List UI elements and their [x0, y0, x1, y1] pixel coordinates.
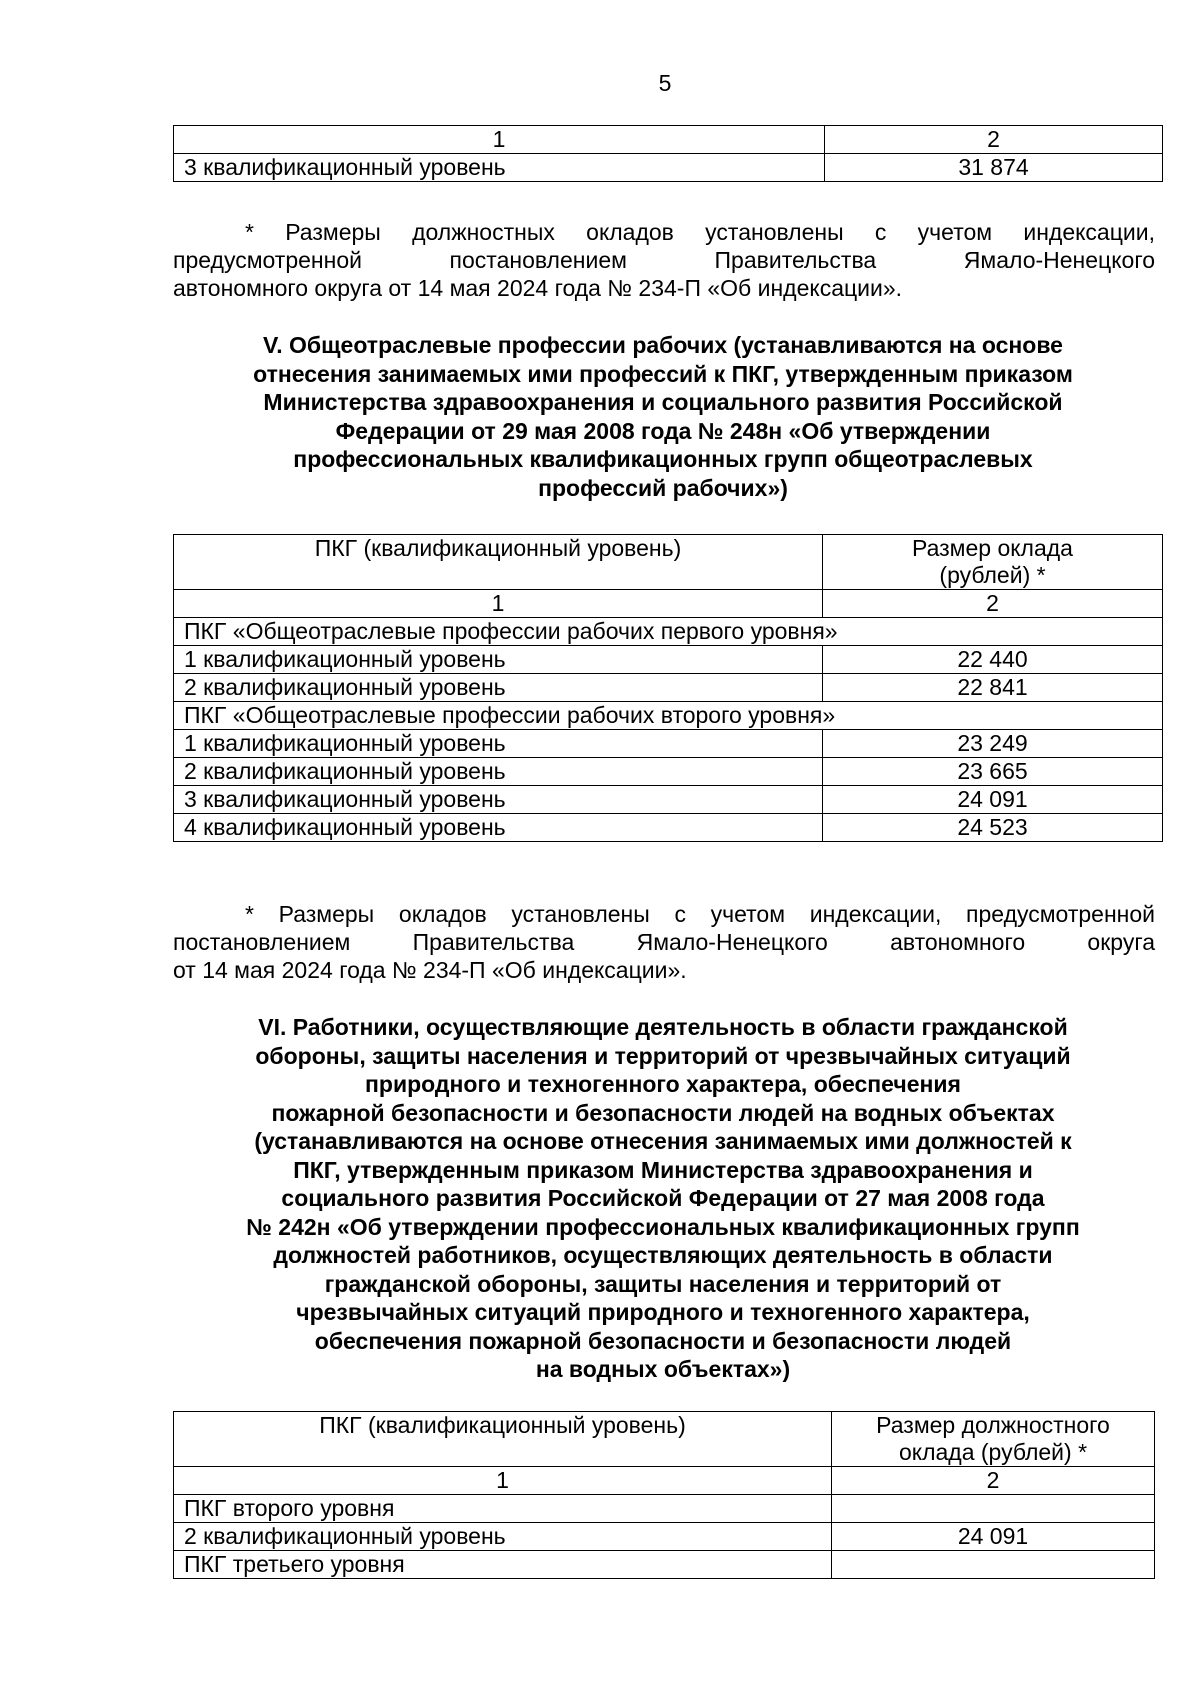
title-line: профессиональных квалификационных групп общеотраслевых: [293, 446, 1033, 472]
title-line: социального развития Российской Федерации от 27 мая 2008 года: [281, 1185, 1045, 1211]
page-number: 5: [658, 70, 672, 96]
value-cell: 31 874: [825, 154, 1163, 182]
group-label: ПКГ «Общеотраслевые профессии рабочих второго уровня»: [174, 702, 1163, 730]
section-6-title: [173, 1013, 1153, 1384]
level-cell: 1 квалификационный уровень: [174, 730, 823, 758]
table-header-row: [174, 1412, 1155, 1467]
table-row: [174, 646, 1163, 674]
level-cell: 4 квалификационный уровень: [174, 814, 823, 842]
title-line: № 242н «Об утверждении профессиональных квалификационных групп: [246, 1213, 1080, 1240]
table-row: [174, 730, 1163, 758]
col-header-salary-line: оклада (рублей) *: [898, 1439, 1088, 1465]
empty-cell: [832, 1551, 1155, 1579]
title-line: должностей работников, осуществляющих деятельность в области: [273, 1242, 1053, 1268]
footnote-line: постановлением Правительства Ямало-Ненецкого автономного округа: [173, 929, 1155, 955]
table-continuation: [173, 125, 1163, 182]
footnote-2: [173, 900, 1155, 984]
col-header-salary-line: (рублей) *: [939, 562, 1046, 588]
column-number-1: 1: [174, 1467, 832, 1495]
level-cell: 3 квалификационный уровень: [174, 154, 825, 182]
footnote-line: предусмотренной постановлением Правительства Ямало-Ненецкого: [173, 247, 1155, 273]
title-line: гражданской обороны, защиты населения и территорий от: [324, 1270, 1002, 1297]
level-cell: 3 квалификационный уровень: [174, 786, 823, 814]
group-row: [174, 1551, 1155, 1579]
column-number-2: 2: [825, 126, 1163, 154]
title-line: чрезвычайных ситуаций природного и техногенного характера,: [296, 1299, 1030, 1325]
col-header-salary: [823, 535, 1163, 590]
table-row: [174, 154, 1163, 182]
title-line: на водных объектах»): [535, 1356, 791, 1382]
level-cell: 2 квалификационный уровень: [174, 758, 823, 786]
value-cell: 22 440: [823, 646, 1163, 674]
column-number-2: 2: [823, 590, 1163, 618]
title-line: V. Общеотраслевые профессии рабочих (устанавливаются на основе: [263, 332, 1063, 358]
value-cell: 24 091: [832, 1523, 1155, 1551]
table-numbering-row: [174, 590, 1163, 618]
value-cell: 24 523: [823, 814, 1163, 842]
title-line: обороны, защиты населения и территорий от чрезвычайных ситуаций: [255, 1042, 1071, 1069]
group-row: [174, 618, 1163, 646]
value-cell: 23 249: [823, 730, 1163, 758]
title-line: пожарной безопасности и безопасности людей на водных объектах: [271, 1099, 1055, 1126]
table-row: [174, 674, 1163, 702]
empty-cell: [832, 1495, 1155, 1523]
col-header-salary-line: Размер должностного: [876, 1412, 1110, 1438]
group-label: ПКГ «Общеотраслевые профессии рабочих первого уровня»: [174, 618, 1163, 646]
table-row: [174, 786, 1163, 814]
col-header-salary-line: Размер оклада: [912, 535, 1073, 561]
title-line: Министерства здравоохранения и социального развития Российской: [263, 389, 1063, 415]
title-line: обеспечения пожарной безопасности и безопасности людей: [314, 1327, 1012, 1354]
title-line: Федерации от 29 мая 2008 года № 248н «Об утверждении: [335, 417, 991, 444]
footnote-1: [173, 218, 1155, 302]
title-line: ПКГ, утвержденным приказом Министерства здравоохранения и: [293, 1156, 1033, 1183]
section-6-table: [173, 1411, 1155, 1579]
footnote-line: от 14 мая 2024 года № 234-П «Об индексации».: [173, 957, 687, 983]
col-header-level: ПКГ (квалификационный уровень): [174, 535, 823, 590]
col-header-level: ПКГ (квалификационный уровень): [174, 1412, 832, 1467]
level-cell: 2 квалификационный уровень: [174, 1523, 832, 1551]
footnote-line: * Размеры должностных окладов установлены с учетом индексации,: [245, 219, 1155, 245]
table-row: [174, 1523, 1155, 1551]
group-row: [174, 1495, 1155, 1523]
footnote-line: автономного округа от 14 мая 2024 года № 234-П «Об индексации».: [173, 275, 903, 301]
level-cell: 2 квалификационный уровень: [174, 674, 823, 702]
column-number-1: 1: [174, 590, 823, 618]
table-header-row: [174, 535, 1163, 590]
value-cell: 22 841: [823, 674, 1163, 702]
group-label: ПКГ третьего уровня: [174, 1551, 832, 1579]
table-row: [174, 814, 1163, 842]
col-header-salary: [832, 1412, 1155, 1467]
title-line: отнесения занимаемых ими профессий к ПКГ, утвержденным приказом: [253, 360, 1073, 387]
title-line: природного и техногенного характера, обеспечения: [365, 1071, 961, 1097]
group-label: ПКГ второго уровня: [174, 1495, 832, 1523]
table-row: [174, 758, 1163, 786]
value-cell: 23 665: [823, 758, 1163, 786]
title-line: (устанавливаются на основе отнесения занимаемых ими должностей к: [254, 1128, 1072, 1154]
section-5-title: [173, 331, 1153, 502]
table-numbering-row: [174, 1467, 1155, 1495]
section-5-table: [173, 534, 1163, 842]
column-number-1: 1: [174, 126, 825, 154]
level-cell: 1 квалификационный уровень: [174, 646, 823, 674]
value-cell: 24 091: [823, 786, 1163, 814]
table-numbering-row: [174, 126, 1163, 154]
group-row: [174, 702, 1163, 730]
title-line: профессий рабочих»): [538, 474, 788, 501]
title-line: VI. Работники, осуществляющие деятельность в области гражданской: [258, 1014, 1068, 1040]
column-number-2: 2: [832, 1467, 1155, 1495]
footnote-line: * Размеры окладов установлены с учетом индексации, предусмотренной: [245, 901, 1155, 927]
